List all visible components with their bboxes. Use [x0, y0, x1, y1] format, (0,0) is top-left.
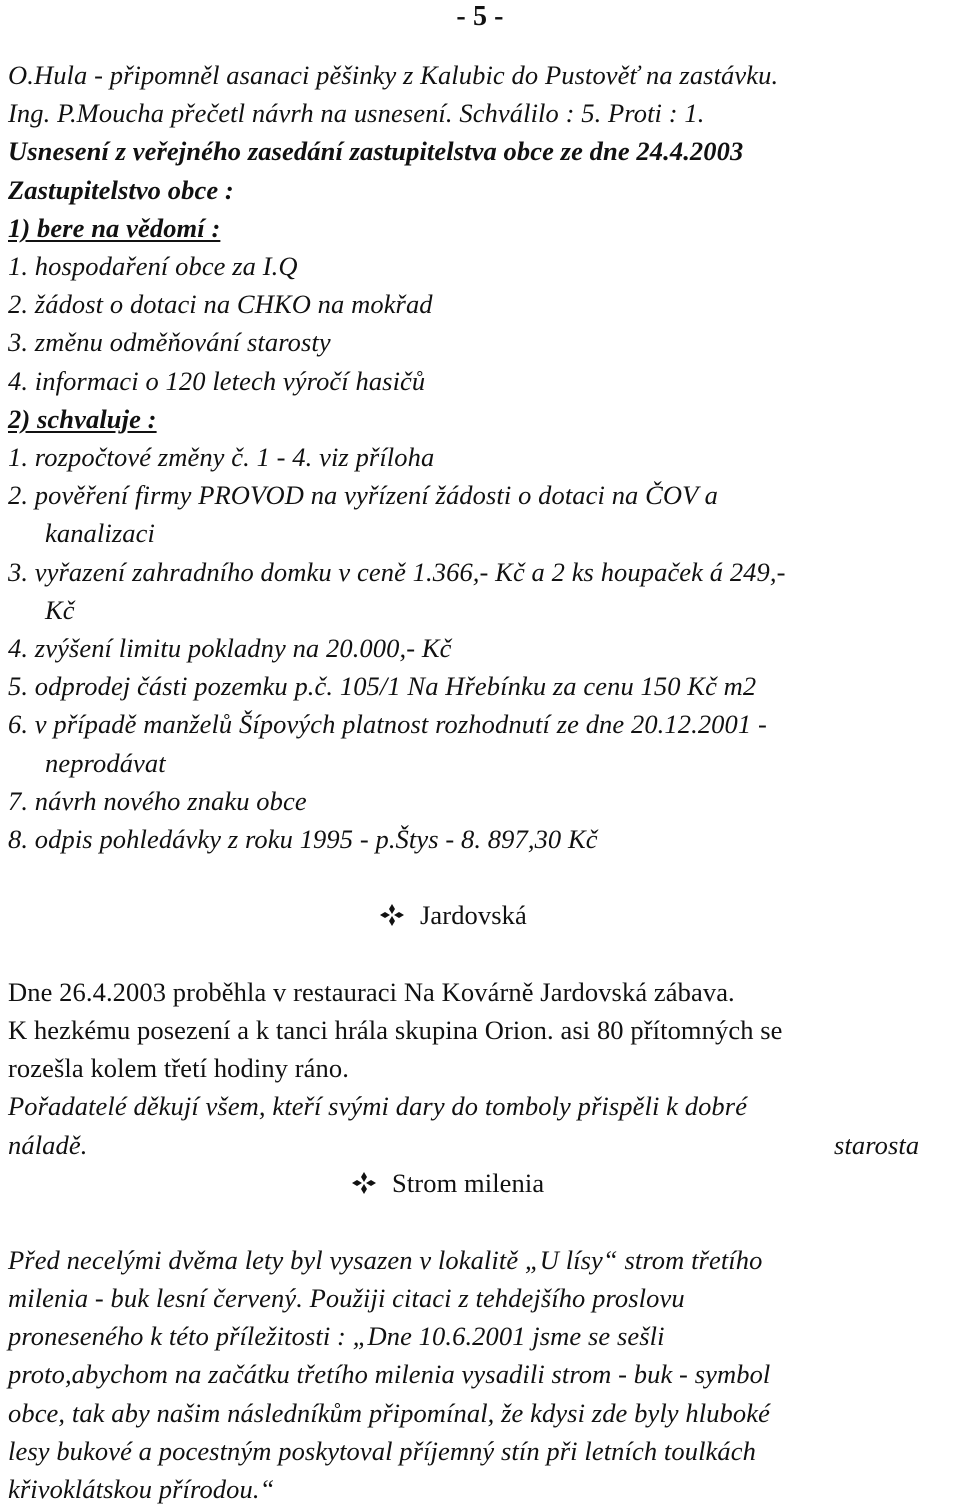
list-item: 5. odprodej části pozemku p.č. 105/1 Na Hřebínku za cenu 150 Kč m2 [8, 671, 757, 701]
list-item: 4. zvýšení limitu pokladny na 20.000,- Kč [8, 633, 452, 663]
resolution-subtitle: Zastupitelstvo obce : [8, 175, 234, 205]
list-item-continuation: kanalizaci [45, 518, 155, 548]
strom-line: proneseného k této příležitosti : „Dne 10.6.2001 jsme se sešli [8, 1321, 665, 1351]
strom-line: obce, tak aby našim následníkům připomínal, že kdysi zde byly hluboké [8, 1398, 770, 1428]
strom-line: Před necelými dvěma lety byl vysazen v lokalitě „U lísy“ strom třetího [8, 1245, 763, 1275]
list-item: 8. odpis pohledávky z roku 1995 - p.Štys - 8. 897,30 Kč [8, 824, 598, 854]
list-item: 6. v případě manželů Šípových platnost rozhodnutí ze dne 20.12.2001 - [8, 709, 767, 739]
list-item: 1. rozpočtové změny č. 1 - 4. viz příloha [8, 442, 435, 472]
list-item: 1. hospodaření obce za I.Q [8, 251, 298, 281]
section1-heading: 1) bere na vědomí : [8, 213, 221, 243]
strom-line: křivoklátskou přírodou.“ [8, 1474, 275, 1504]
list-item: 7. návrh nového znaku obce [8, 786, 307, 816]
signature-starosta: starosta [834, 1130, 920, 1160]
jardovska-heading: Jardovská [420, 900, 527, 930]
jardovska-line: náladě. [8, 1130, 88, 1160]
jardovska-line: Pořadatelé děkují všem, kteří svými dary do tomboly přispěli k dobré [8, 1091, 748, 1121]
strom-heading-row [350, 1166, 544, 1200]
list-item: 3. změnu odměňování starosty [8, 327, 331, 357]
intro-line-2: Ing. P.Moucha přečetl návrh na usnesení. Schválilo : 5. Proti : 1. [8, 98, 705, 128]
section2-heading: 2) schvaluje : [8, 404, 157, 434]
list-item: 3. vyřazení zahradního domku v ceně 1.366,- Kč a 2 ks houpaček á 249,- [8, 557, 786, 587]
list-item: 2. pověření firmy PROVOD na vyřízení žádosti o dotaci na ČOV a [8, 480, 719, 510]
intro-line-1: O.Hula - připomněl asanaci pěšinky z Kalubic do Pustověť na zastávku. [8, 60, 779, 90]
strom-line: lesy bukové a pocestným poskytoval příjemný stín při letních toulkách [8, 1436, 756, 1466]
strom-line: proto,abychom na začátku třetího milenia vysadili strom - buk - symbol [8, 1359, 771, 1389]
list-item: 2. žádost o dotaci na CHKO na mokřad [8, 289, 433, 319]
strom-line: milenia - buk lesní červený. Použiji citaci z tehdejšího proslovu [8, 1283, 685, 1313]
jardovska-heading-row [378, 898, 527, 932]
jardovska-line: K hezkému posezení a k tanci hrála skupina Orion. asi 80 přítomných se [8, 1015, 783, 1045]
diamond-bullet-icon [350, 1166, 378, 1200]
page-number: - 5 - [456, 1, 504, 32]
jardovska-last-line-row [8, 1128, 948, 1162]
list-item-continuation: Kč [45, 595, 75, 625]
resolution-title: Usnesení z veřejného zasedání zastupitelstva obce ze dne 24.4.2003 [8, 136, 744, 166]
list-item-continuation: neprodávat [45, 748, 166, 778]
list-item: 4. informaci o 120 letech výročí hasičů [8, 366, 426, 396]
diamond-bullet-icon [378, 898, 406, 932]
jardovska-line: rozešla kolem třetí hodiny ráno. [8, 1053, 349, 1083]
jardovska-line: Dne 26.4.2003 proběhla v restauraci Na Kovárně Jardovská zábava. [8, 977, 735, 1007]
strom-heading: Strom milenia [392, 1168, 545, 1198]
